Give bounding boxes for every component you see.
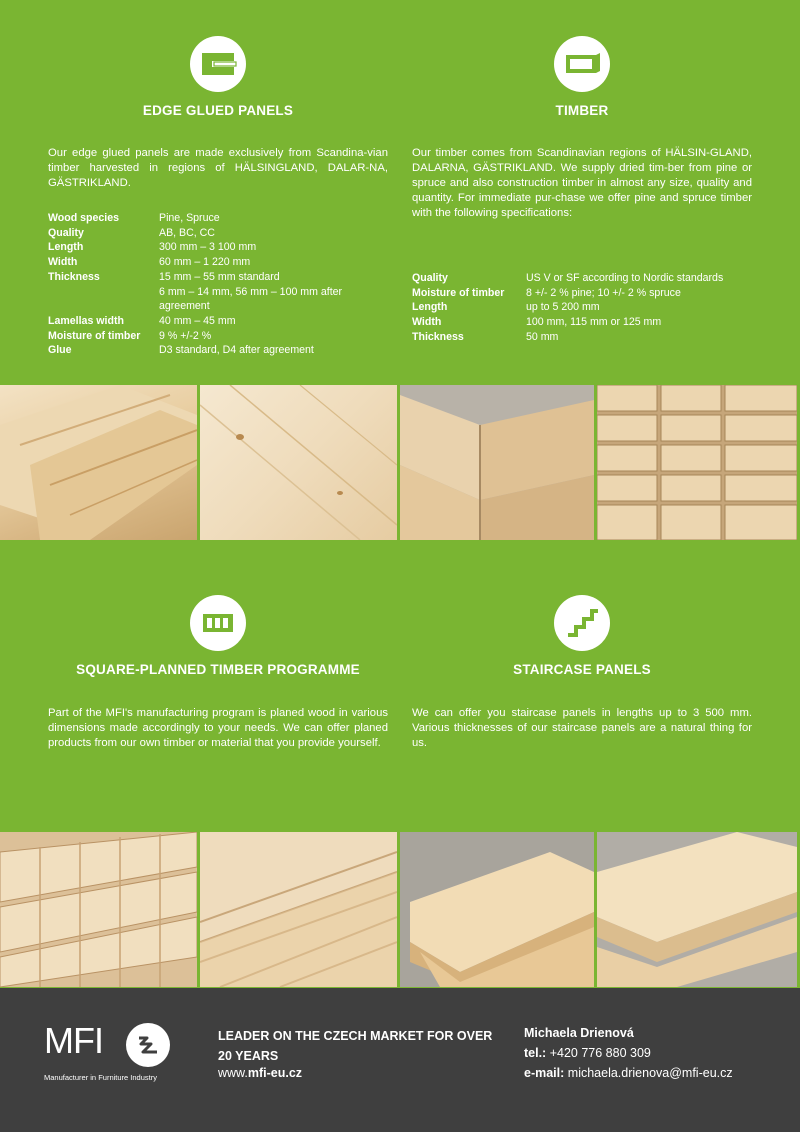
spec-value: 15 mm – 55 mm standard [159, 270, 280, 283]
spec-row [412, 300, 752, 315]
spec-row [412, 271, 752, 286]
contact-email[interactable] [524, 1063, 733, 1083]
square-planned-title: SQUARE-PLANNED TIMBER PROGRAMME [76, 662, 360, 677]
footer [0, 988, 800, 1132]
staircase-paragraph: We can offer you staircase panels in lengths up to 3 500 mm. Various thicknesses of our staircase panels are a natural thing for us. [412, 707, 752, 749]
spec-label [48, 285, 159, 314]
spec-value: 40 mm – 45 mm [159, 314, 236, 327]
middle-section [0, 540, 800, 832]
spec-value: 6 mm – 14 mm, 56 mm – 100 mm after agreement [159, 285, 343, 313]
tel-label: tel.: [524, 1046, 547, 1060]
spec-value: D3 standard, D4 after agreement [159, 344, 314, 357]
email-label: e-mail: [524, 1066, 565, 1080]
contact-name: Michaela Drienová [524, 1026, 634, 1040]
top-section [0, 0, 800, 385]
slogan-line-2: 20 YEARS [218, 1049, 279, 1063]
timber-paragraph: Our timber comes from Scandinavian regions of HÄLSIN-GLAND, DALARNA, GÄSTRIKLAND. We supply dried tim-ber from pine or spruce and also construction timber in almost any size, quality and quantity. For immediate pur-chase we offer pine and spruce timber with the following specifications: [412, 147, 752, 219]
spec-label: Width [412, 316, 442, 329]
spec-row [48, 240, 388, 255]
spec-row [48, 329, 388, 344]
slogan [218, 1026, 492, 1066]
edge-glued-photo-1 [0, 385, 197, 540]
timber-photo-1 [400, 385, 594, 540]
mfi-logo [44, 1020, 184, 1073]
spec-row [412, 286, 752, 301]
spec-value: 50 mm [526, 330, 559, 343]
edge-glued-specs [48, 211, 388, 358]
spec-row [48, 255, 388, 270]
spec-label: Moisture of timber [412, 286, 505, 299]
spec-row [48, 314, 388, 329]
spec-row [412, 315, 752, 330]
logo-tagline: Manufacturer in Furniture Industry [44, 1073, 157, 1082]
spec-label: Quality [412, 272, 448, 284]
photo-strip-bottom [0, 832, 800, 987]
staircase-photo-1 [400, 832, 594, 987]
email-value: michaela.drienova@mfi-eu.cz [567, 1066, 733, 1080]
spec-value: AB, BC, CC [159, 226, 215, 239]
spec-label: Lamellas width [48, 314, 124, 327]
website-prefix: www. [218, 1066, 248, 1080]
contact-tel[interactable] [524, 1043, 733, 1063]
spec-row [412, 330, 752, 345]
square-planned-paragraph: Part of the MFI's manufacturing program is planed wood in various dimensions made accordingly to your needs. We can offer planed products from our own timber or material that you provide yourself. [48, 707, 388, 749]
spec-label: Thickness [412, 330, 464, 343]
edge-panel-icon [190, 36, 246, 92]
spec-value: Pine, Spruce [159, 212, 220, 224]
square-planned-photo-1 [0, 832, 197, 987]
square-planned-photo-2 [200, 832, 397, 987]
spec-value: 9 % +/-2 % [159, 329, 212, 342]
timber-board-icon [554, 36, 610, 92]
timber-specs [412, 271, 752, 345]
spec-row [48, 270, 388, 285]
planed-profiles-icon [190, 595, 246, 651]
spec-value: up to 5 200 mm [526, 301, 600, 314]
edge-glued-title: EDGE GLUED PANELS [142, 103, 294, 118]
spec-row [48, 285, 388, 314]
edge-glued-paragraph: Our edge glued panels are made exclusively from Scandina-vian timber harvested in regions of HÄLSINGLAND, DALAR-NA, GÄSTRIKLAND. [48, 147, 388, 189]
spec-label: Length [412, 301, 448, 314]
spec-label: Glue [48, 344, 72, 357]
logo-mark-icon [126, 1023, 170, 1067]
spec-value: US V or SF according to Nordic standards [526, 272, 724, 284]
staircase-icon [554, 595, 610, 651]
tel-value: +420 776 880 309 [549, 1046, 651, 1060]
website-domain: mfi-eu.cz [247, 1066, 303, 1080]
photo-strip-top [0, 385, 800, 540]
contact [524, 1023, 733, 1083]
spec-value: 100 mm, 115 mm or 125 mm [526, 316, 662, 329]
website-link[interactable] [218, 1066, 302, 1080]
spec-label: Moisture of timber [48, 329, 141, 342]
logo-text: MFI [44, 1020, 103, 1061]
staircase-title: STAIRCASE PANELS [513, 662, 651, 677]
timber-photo-2 [597, 385, 797, 540]
edge-glued-photo-2 [200, 385, 397, 540]
spec-label: Wood species [48, 212, 120, 224]
spec-label: Width [48, 256, 78, 269]
spec-value: 60 mm – 1 220 mm [159, 256, 251, 269]
spec-label: Thickness [48, 270, 100, 283]
timber-title: TIMBER [555, 103, 609, 118]
spec-label: Length [48, 241, 84, 254]
spec-row [48, 211, 388, 226]
slogan-line-1: LEADER ON THE CZECH MARKET FOR OVER [218, 1029, 493, 1043]
spec-value: 8 +/- 2 % pine; 10 +/- 2 % spruce [526, 286, 681, 299]
spec-label: Quality [48, 226, 84, 239]
spec-row [48, 226, 388, 241]
spec-row [48, 343, 388, 358]
staircase-photo-2 [597, 832, 797, 987]
spec-value: 300 mm – 3 100 mm [159, 241, 257, 254]
